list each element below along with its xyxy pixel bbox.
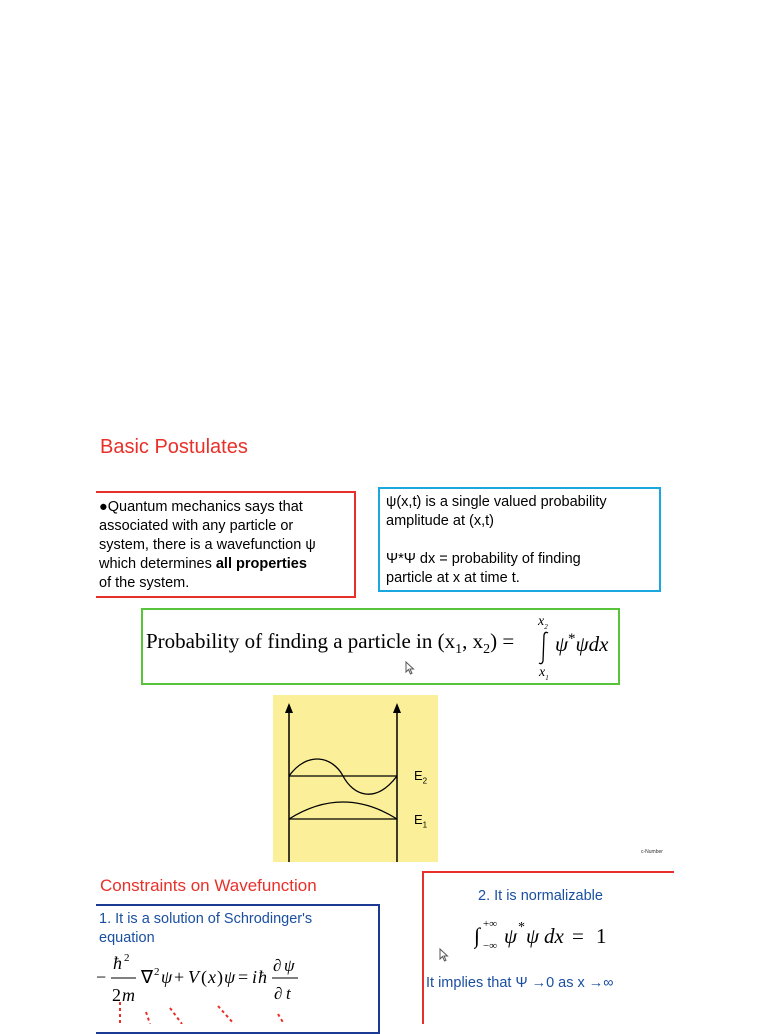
quantum-mechanics-box	[96, 491, 356, 598]
svg-text:ħ: ħ	[258, 967, 267, 987]
integrand-star: *	[568, 631, 576, 647]
svg-text:ψ: ψ	[284, 956, 295, 975]
svg-text:∂: ∂	[274, 984, 283, 1003]
svg-text:−∞: −∞	[483, 940, 498, 952]
svg-text:∇: ∇	[141, 967, 154, 987]
slide-page-number: c-Number	[641, 849, 663, 855]
svg-text:(: (	[201, 967, 207, 987]
e1-letter: E	[414, 812, 423, 827]
svg-text:ψ: ψ	[224, 967, 236, 987]
qm-line-3: system, there is a wavefunction ψ	[99, 537, 316, 553]
svg-text:+∞: +∞	[483, 918, 498, 930]
svg-text:t: t	[286, 984, 291, 1003]
amp-line-2: amplitude at (x,t)	[386, 513, 494, 529]
qm-line-4	[99, 555, 348, 574]
amp-line-4: particle at x at time t.	[386, 570, 520, 586]
svg-text:2: 2	[124, 952, 130, 964]
svg-text:ħ: ħ	[113, 953, 122, 973]
energy-label-e1	[414, 812, 427, 830]
svg-text:V: V	[188, 967, 199, 987]
svg-text:−: −	[96, 967, 107, 987]
svg-text:2: 2	[112, 985, 121, 1005]
upper-limit-sub: 2	[544, 622, 548, 631]
svg-text:=: =	[238, 967, 249, 987]
lower-limit-x: x	[539, 665, 546, 680]
qm-line-1: ●Quantum mechanics says that	[99, 499, 303, 515]
all-properties-bold: all properties	[215, 556, 307, 572]
integral-sign-icon	[537, 630, 551, 666]
amp-line-3: Ψ*Ψ dx = probability of finding	[386, 551, 581, 567]
svg-text:2: 2	[154, 966, 160, 978]
probability-amplitude-box	[378, 487, 661, 592]
qm-line-5: of the system.	[99, 575, 190, 591]
section-title-constraints: Constraints on Wavefunction	[100, 876, 317, 895]
integrand	[555, 630, 608, 654]
svg-text:m: m	[122, 985, 135, 1005]
constraint-1-line-1: 1. It is a solution of Schrodinger's	[99, 911, 313, 927]
mouse-cursor-icon-2	[439, 948, 449, 962]
formula-comma: , x	[462, 629, 484, 653]
svg-text:=: =	[572, 924, 584, 948]
normalization-equation-graphic	[474, 911, 634, 957]
probability-integral-box	[141, 608, 620, 685]
probability-formula	[146, 629, 515, 659]
svg-text:dx: dx	[544, 924, 564, 948]
qm-line-4-text: which determines	[99, 556, 216, 572]
qm-line-2: associated with any particle or	[99, 518, 294, 534]
integrand-rest: ψdx	[575, 632, 609, 656]
svg-text:*: *	[518, 920, 525, 935]
annotation-dashes	[110, 1000, 310, 1024]
normalizable-box	[422, 871, 674, 1024]
implies-statement: It implies that Ψ →0 as x →∞	[426, 975, 614, 991]
svg-text:+: +	[174, 967, 185, 987]
formula-sub-1: 1	[455, 642, 463, 658]
svg-text:i: i	[252, 967, 258, 987]
section-title-basic-postulates: Basic Postulates	[100, 436, 248, 458]
e1-sub: 1	[422, 820, 428, 830]
particle-in-box-diagram	[273, 695, 438, 862]
integrand-psi: ψ	[555, 632, 569, 656]
constraint-2-title: 2. It is normalizable	[478, 888, 603, 904]
upper-limit-x: x	[538, 614, 545, 629]
energy-label-e2	[414, 768, 427, 786]
formula-text: Probability of finding a particle in (x	[146, 629, 456, 653]
formula-eq: ) =	[490, 629, 515, 653]
e2-letter: E	[414, 768, 423, 783]
svg-text:∂: ∂	[273, 956, 282, 975]
amp-line-1: ψ(x,t) is a single valued probability	[386, 494, 607, 510]
normalization-equation	[474, 911, 634, 957]
svg-text:): )	[217, 967, 223, 987]
svg-text:ψ: ψ	[504, 924, 518, 948]
e2-sub: 2	[422, 776, 428, 786]
integral-lower-limit	[539, 663, 549, 688]
constraint-1-line-2: equation	[99, 930, 155, 946]
svg-text:ψ: ψ	[526, 924, 540, 948]
formula-sub-2: 2	[483, 642, 491, 658]
svg-text:∫: ∫	[474, 923, 481, 948]
lower-limit-sub: 1	[545, 673, 549, 682]
svg-text:x: x	[208, 967, 216, 987]
svg-text:ψ: ψ	[161, 967, 173, 987]
mouse-cursor-icon	[405, 661, 415, 675]
svg-text:1: 1	[596, 924, 607, 948]
